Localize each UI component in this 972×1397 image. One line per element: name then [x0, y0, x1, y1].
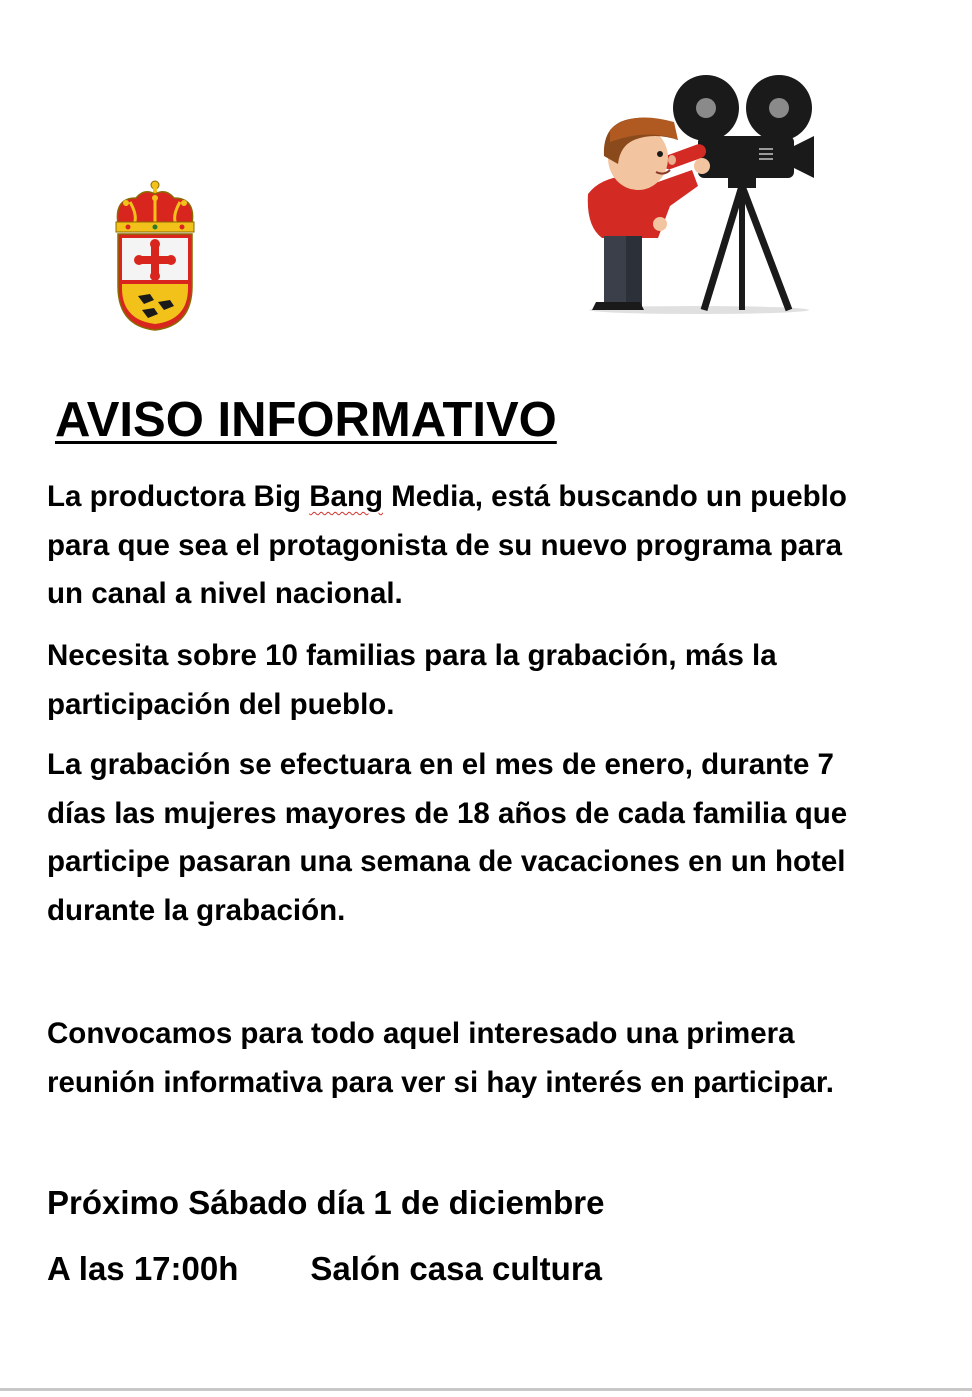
- event-time: A las 17:00h: [47, 1250, 239, 1287]
- paragraph-line: un canal a nivel nacional.: [47, 577, 403, 610]
- paragraph-recording: [47, 741, 947, 935]
- paragraph-line: para que sea el protagonista de su nuevo programa para: [47, 528, 843, 562]
- paragraph-line: participe pasaran una semana de vacaciones en un hotel: [47, 845, 846, 878]
- paragraph-line: La productora Big Bang Media, está buscando un pueblo: [47, 480, 847, 513]
- paragraph-line: Necesita sobre 10 familias para la grabación, más la: [47, 639, 777, 672]
- cameraman-icon: [574, 66, 824, 316]
- paragraph-line: Convocamos para todo aquel interesado una primera: [47, 1017, 795, 1050]
- paragraph-line: días las mujeres mayores de 18 años de cada familia que: [47, 796, 848, 830]
- event-date: Próximo Sábado día 1 de diciembre: [47, 1184, 605, 1221]
- paragraph-line: La grabación se efectuara en el mes de enero, durante 7: [47, 748, 834, 781]
- notice-title: AVISO INFORMATIVO: [55, 393, 557, 447]
- paragraph-meeting: [47, 1010, 947, 1107]
- event-place: Salón casa cultura: [310, 1250, 603, 1287]
- paragraph-line: participación del pueblo.: [47, 687, 395, 721]
- page-bottom-border: [0, 1388, 972, 1391]
- paragraph-producer: [47, 473, 947, 619]
- paragraph-families: [47, 632, 947, 729]
- event-time-place: [47, 1247, 602, 1291]
- paragraph-line: durante la grabación.: [47, 893, 346, 927]
- spellcheck-flagged-word: Bang: [309, 480, 383, 513]
- paragraph-line: reunión informativa para ver si hay interés en participar.: [47, 1065, 834, 1099]
- coat-of-arms-icon: [108, 176, 202, 332]
